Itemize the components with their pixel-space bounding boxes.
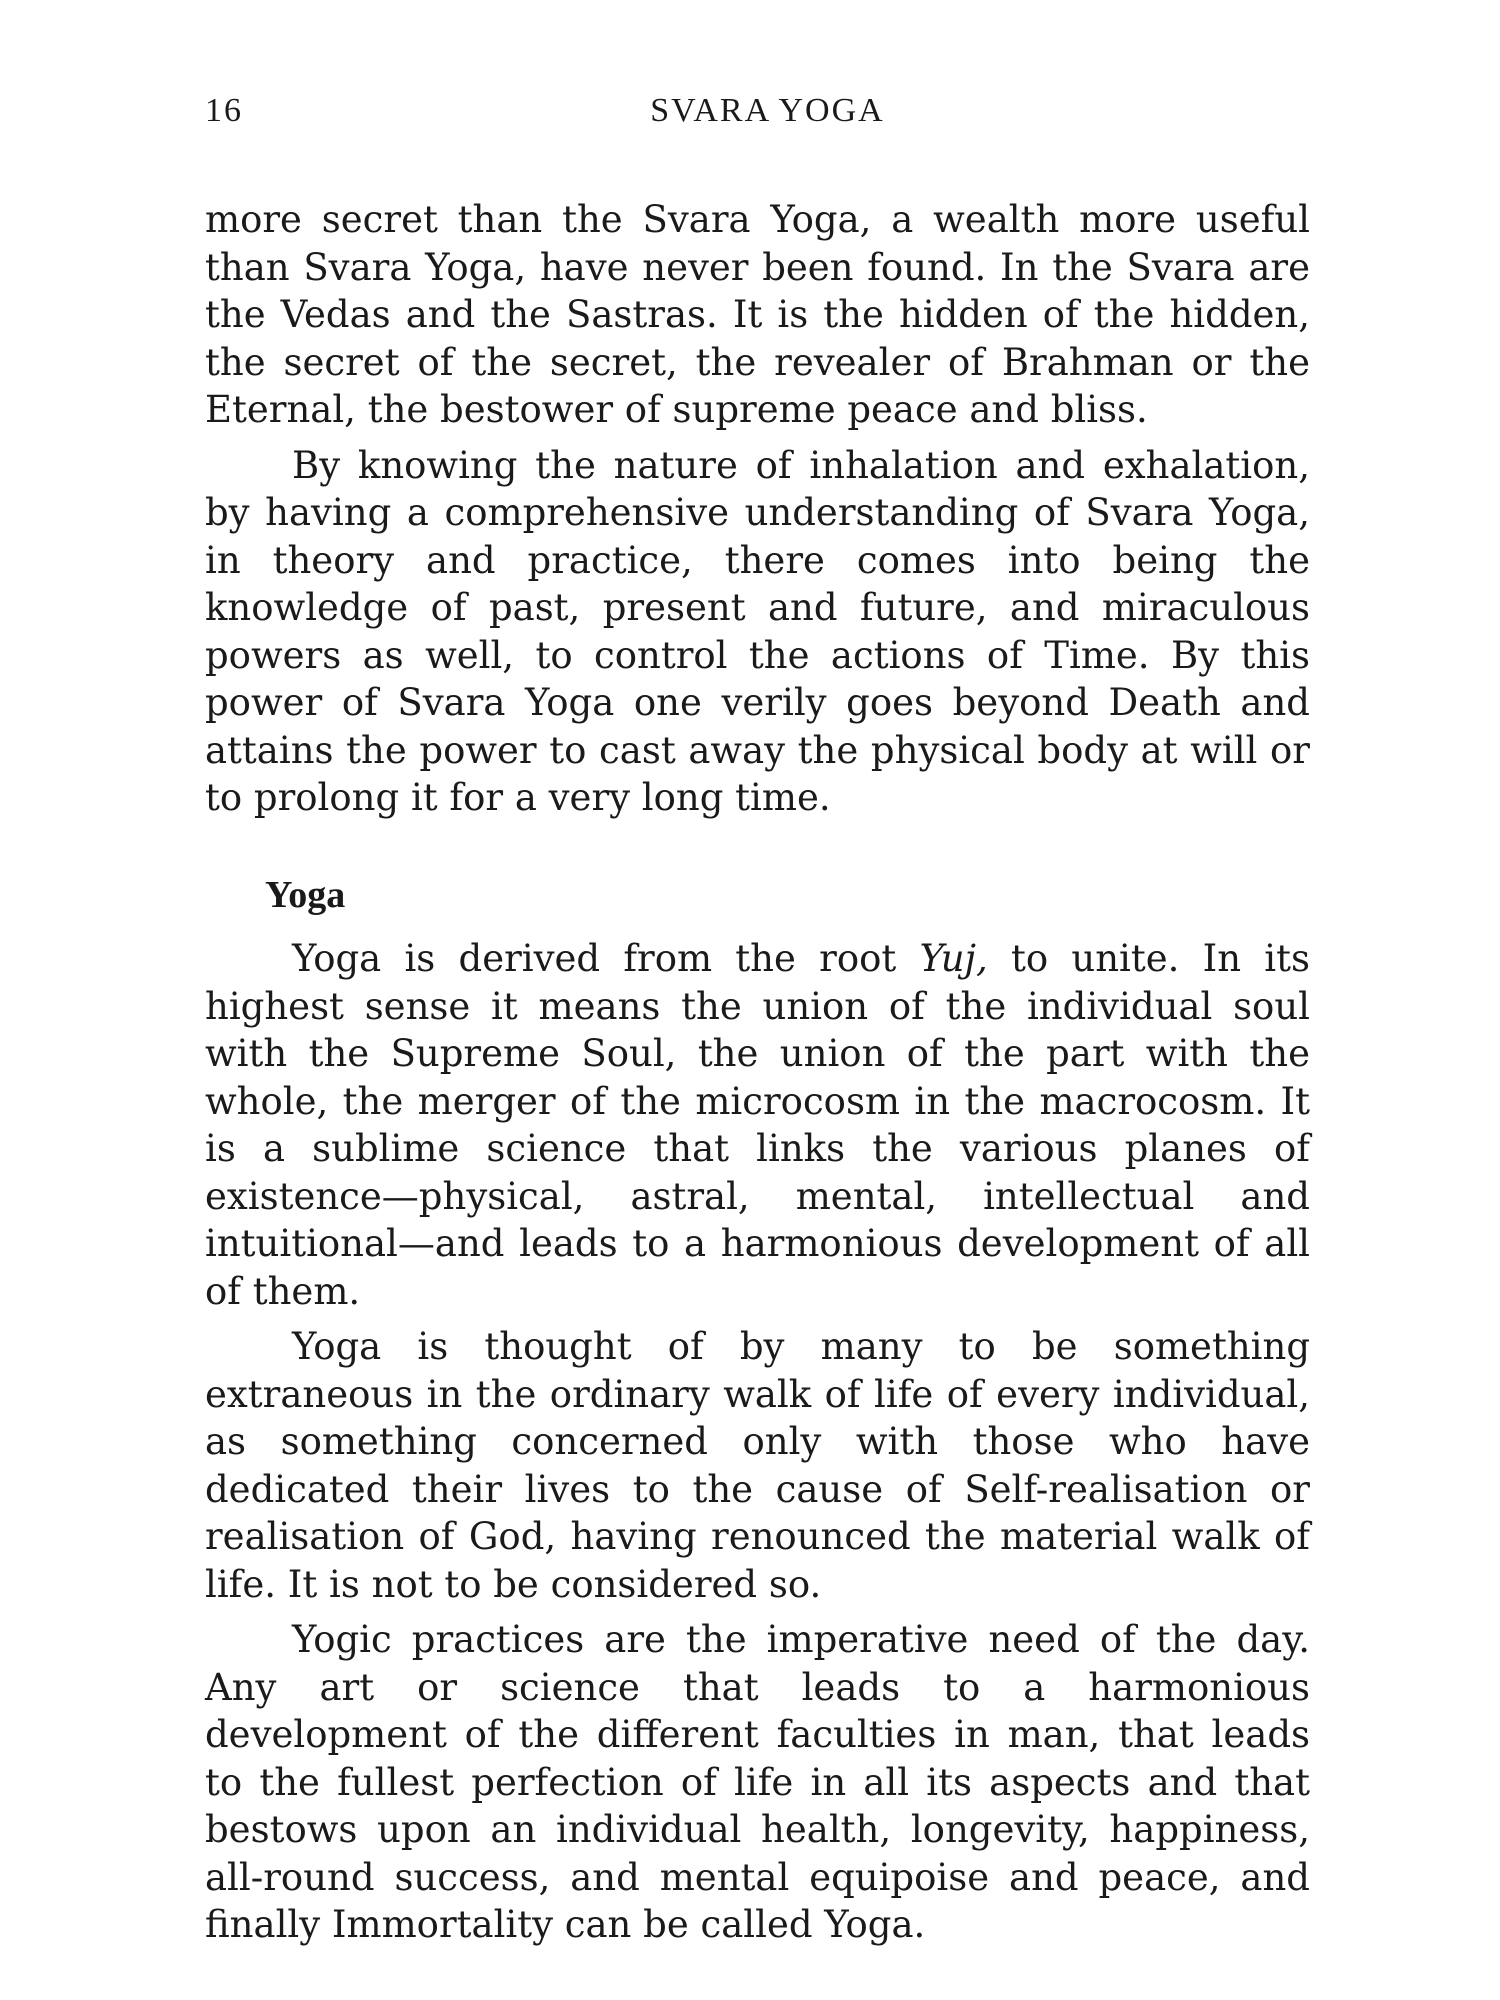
italic-term: Yuj,	[919, 937, 988, 980]
paragraph-text: Yoga is derived from the root	[292, 937, 920, 980]
paragraph: Yogic practices are the imperative need of the day. Any art or science that leads to a harmonious development of the different faculties in man, that leads to the fullest perfection of life in all its aspects and that bestows upon an individual health, longevity, happiness, all-round success, and mental equipoise and peace, and finally Immortality can be called Yoga.	[205, 1618, 1310, 1946]
paragraph: By knowing the nature of inhalation and exhalation, by having a comprehensive understanding of Svara Yoga, in theory and practice, there comes into being the knowledge of past, present and future, and miraculous powers as well, to control the actions of Time. By this power of Svara Yoga one verily goes beyond Death and attains the power to cast away the physical body at will or to prolong it for a very long time.	[205, 443, 1310, 819]
paragraph	[205, 935, 1310, 1315]
body-text	[205, 196, 1310, 1957]
page-number: 16	[205, 92, 243, 129]
running-head	[205, 92, 1310, 132]
section-heading: Yoga	[265, 873, 346, 916]
paragraph: Yoga is thought of by many to be something extraneous in the ordinary walk of life of every individual, as something concerned only with those who have dedicated their lives to the cause of Self-realisation or realisation of God, having renounced the material walk of life. It is not to be considered so.	[205, 1325, 1310, 1606]
running-title: SVARA YOGA	[650, 92, 885, 129]
paragraph-text: to unite. In its highest sense it means the union of the individual soul with the Supreme Soul, the union of the part with the whole, the merger of the microcosm in the macrocosm. It is a sublime science that links the various planes of existence—physical, astral, mental, intellectual and intuitional—and leads to a harmonious development of all of them.	[205, 937, 1310, 1313]
paragraph-continued: more secret than the Svara Yoga, a wealth more useful than Svara Yoga, have never been found. In the Svara are the Vedas and the Sastras. It is the hidden of the hidden, the secret of the secret, the revealer of Brahman or the Eternal, the bestower of supreme peace and bliss.	[205, 198, 1310, 431]
